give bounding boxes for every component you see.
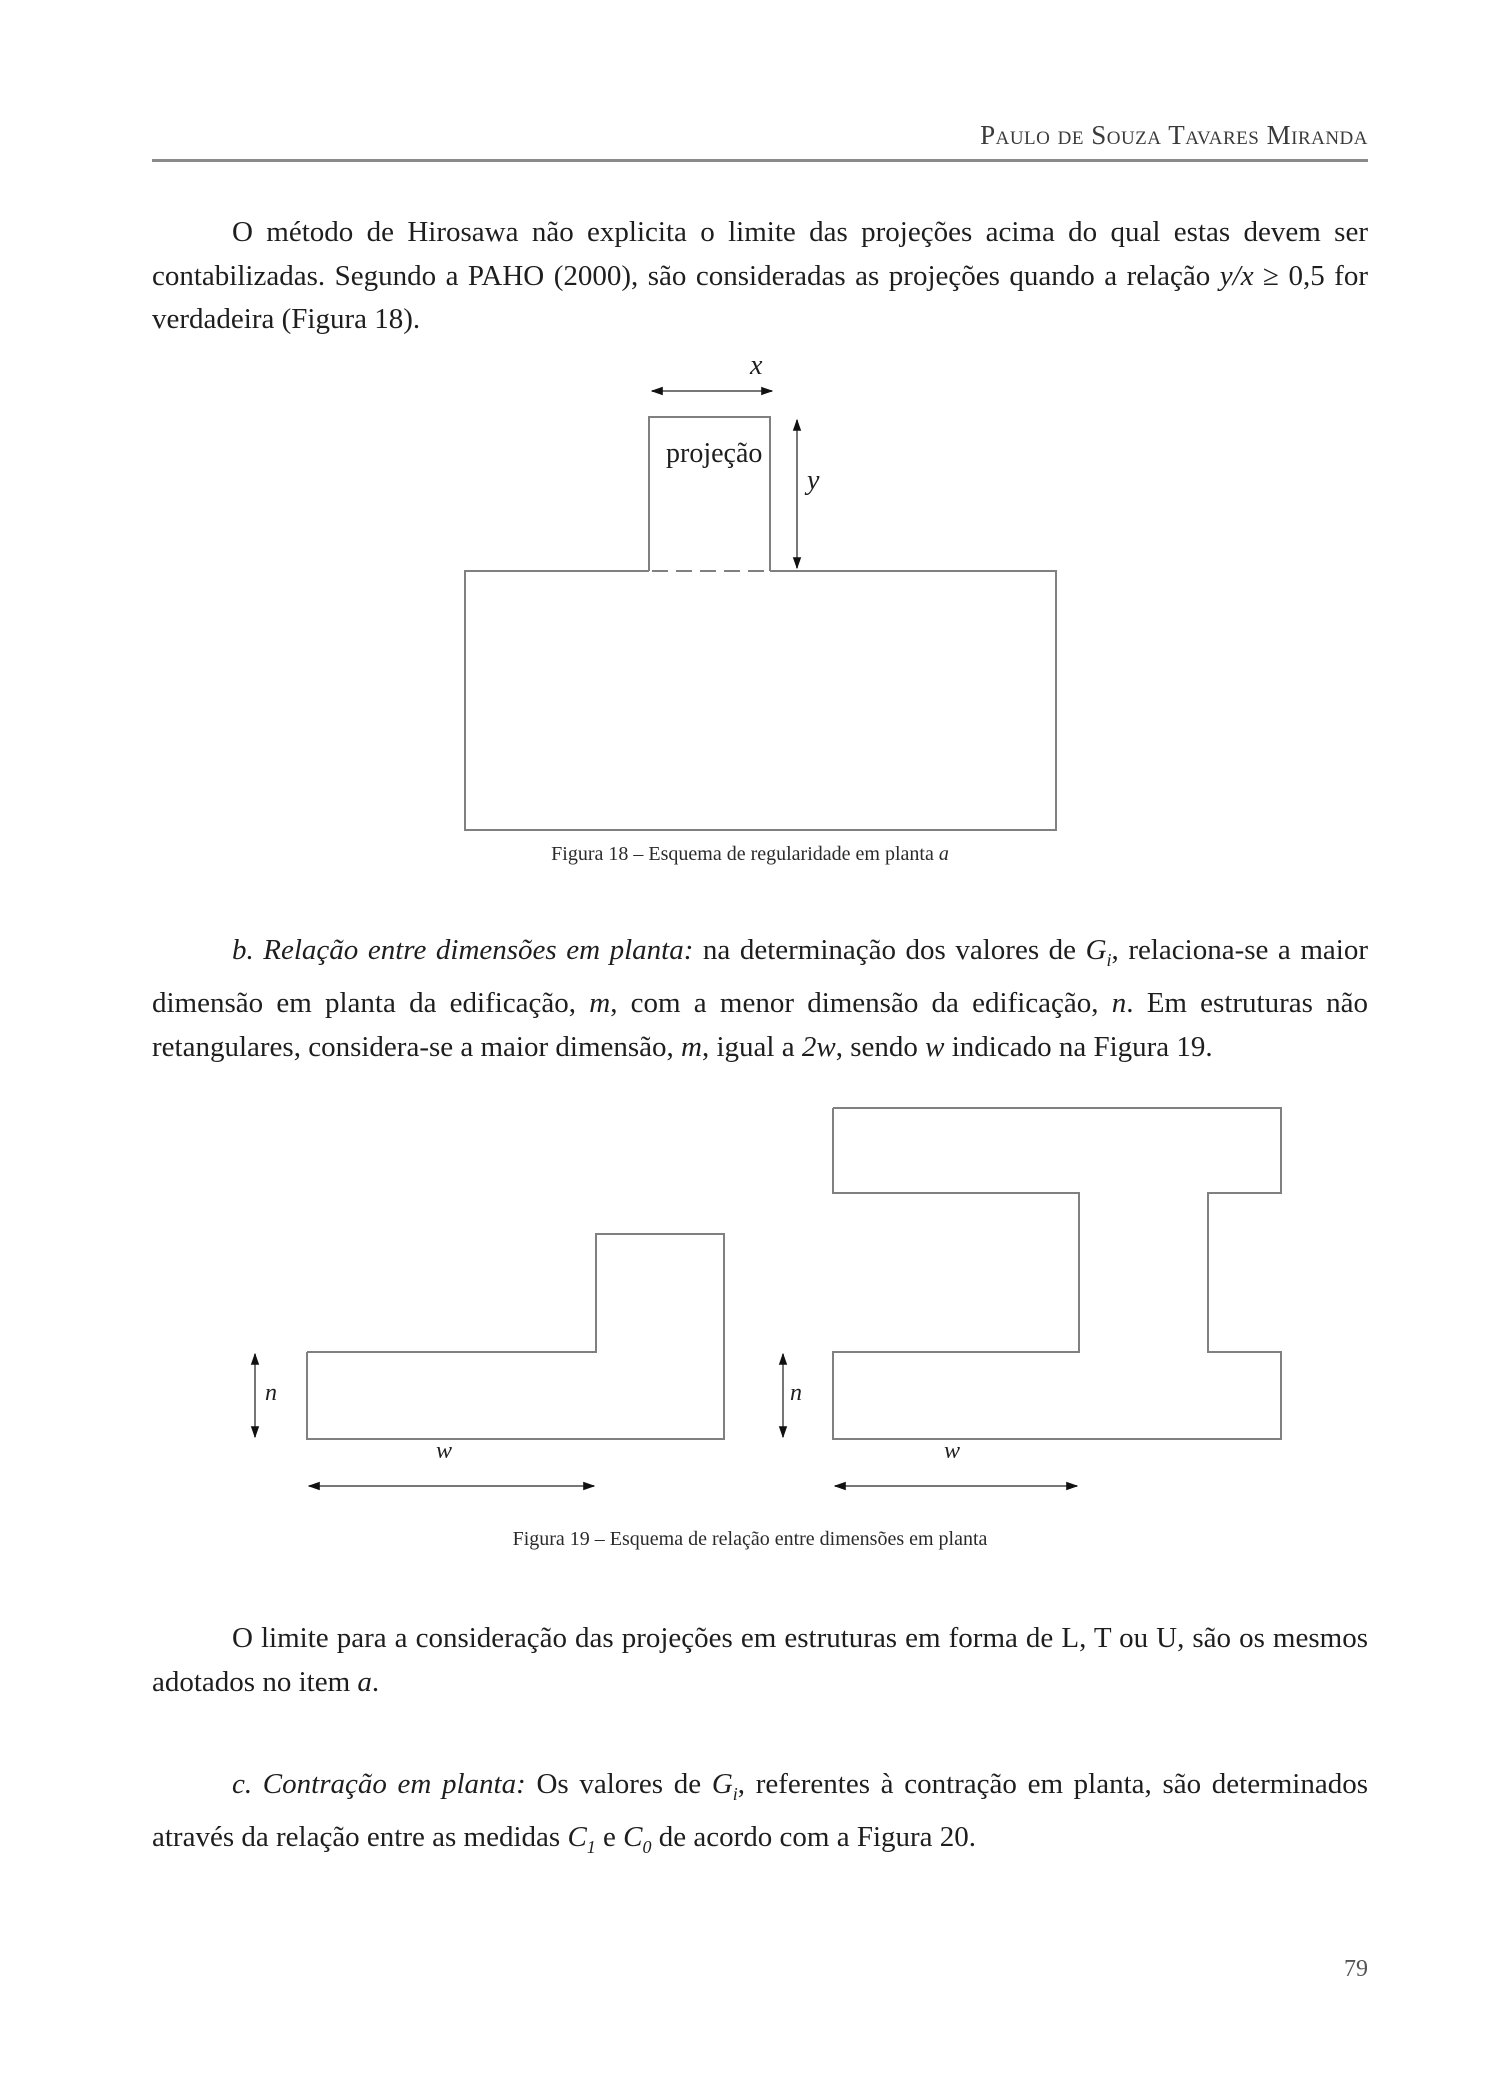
paragraph-2-text-g: indicado na Figura 19. [944, 1030, 1213, 1063]
symbol-n: n [1111, 987, 1127, 1020]
paragraph-1 [152, 211, 1368, 342]
symbol-g-sub: i [732, 1783, 738, 1804]
paragraph-3-text-b: . [371, 1665, 380, 1698]
label-w-right: w [944, 1438, 961, 1464]
page-number: 79 [1344, 1956, 1368, 1982]
header-rule [152, 159, 1368, 162]
label-n-right: n [790, 1380, 802, 1406]
symbol-g: G [711, 1768, 733, 1800]
paragraph-1-text-b: ≥ 0,5 for verdadeira (Figura 18). [152, 259, 1368, 335]
label-projection: projeção [666, 438, 763, 469]
paragraph-2-text-a: na determinação dos valores de [693, 934, 1086, 966]
symbol-c0-sub: 0 [642, 1837, 652, 1858]
ratio-yx: y/x [1219, 259, 1254, 292]
label-w-left: w [436, 1438, 453, 1464]
paragraph-2-text-d: . Em estruturas não retangulares, considera-se a maior dimensão, [152, 987, 1369, 1063]
symbol-g-sub: i [1106, 949, 1112, 970]
paragraph-2 [152, 929, 1368, 1069]
symbol-2w: 2w [801, 1030, 836, 1063]
section-b-lead: b. Relação entre dimensões em planta: [232, 934, 694, 966]
paragraph-1-text-a: O método de Hirosawa não explicita o limite das projeções acima do qual estas devem ser contabilizadas. Segundo a PAHO (2000), são consideradas as projeções quando a relação [152, 216, 1368, 292]
paragraph-3 [152, 1617, 1368, 1704]
figure-19-caption: Figura 19 – Esquema de relação entre dimensões em planta [512, 1528, 988, 1550]
paragraph-4-text-d: de acordo com a Figura 20. [651, 1821, 977, 1854]
running-head: Paulo de Souza Tavares Miranda [980, 120, 1368, 150]
paragraph-4-text-c: e [595, 1821, 624, 1854]
label-y: y [807, 465, 820, 496]
paragraph-2-text-e: , igual a [702, 1030, 802, 1063]
paragraph-4-text-a: Os valores de [525, 1768, 712, 1800]
symbol-g: G [1085, 934, 1107, 966]
paragraph-4-text-b: , referentes à contração em planta, são determinados através da relação entre as medidas [152, 1768, 1369, 1854]
paragraph-4 [152, 1763, 1368, 1870]
item-a: a [357, 1665, 372, 1698]
symbol-m-2: m [681, 1030, 702, 1063]
symbol-c1-sub: 1 [586, 1837, 596, 1858]
paragraph-2-text-c: , com a menor dimensão da edificação, [610, 987, 1112, 1020]
symbol-c1: C [567, 1821, 587, 1854]
symbol-m: m [589, 987, 611, 1020]
symbol-c0: C [623, 1821, 643, 1854]
figure-18-caption [0, 843, 1500, 866]
section-c-lead: c. Contração em planta: [232, 1768, 526, 1800]
figure-18-caption-item: a [938, 843, 949, 865]
paragraph-2-text-f: , sendo [835, 1030, 926, 1063]
figure-18-caption-text: Figura 18 – Esquema de regularidade em planta [551, 843, 939, 865]
paragraph-2-text-b: , relaciona-se a maior dimensão em planta da edificação, [152, 934, 1368, 1020]
symbol-w: w [925, 1030, 945, 1063]
paragraph-3-text-a: O limite para a consideração das projeções em estruturas em forma de L, T ou U, são os mesmos adotados no item [152, 1622, 1368, 1698]
label-x: x [750, 350, 763, 381]
label-n-left: n [265, 1380, 277, 1406]
